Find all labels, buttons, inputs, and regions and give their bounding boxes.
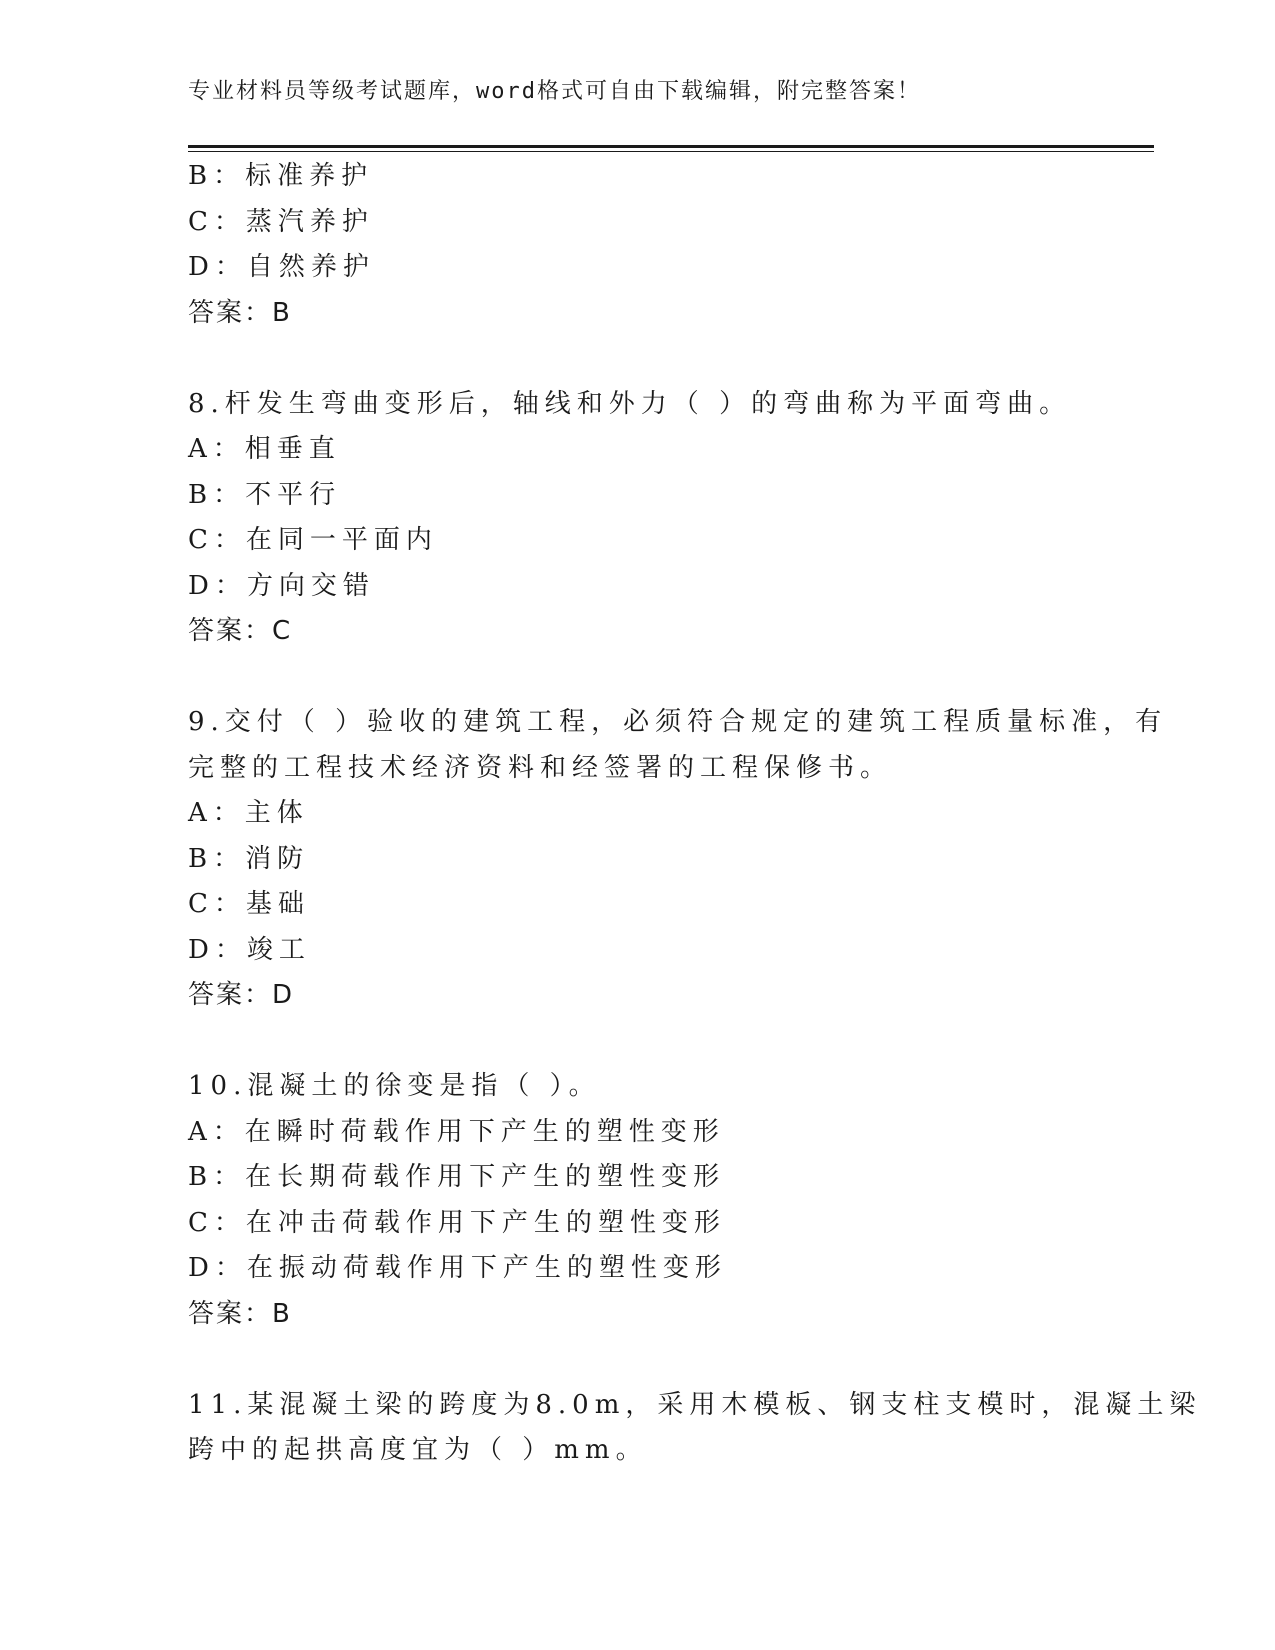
option-c: C：在同一平面内: [188, 525, 438, 555]
question-8: [188, 382, 1108, 655]
page-header: 专业材料员等级考试题库，word格式可自由下载编辑，附完整答案！: [188, 79, 921, 104]
question-10: [188, 1064, 1108, 1337]
question-11: [188, 1383, 1202, 1474]
answer: 答案：B: [188, 297, 292, 328]
question-stem-continued: 完整的工程技术经济资料和经签署的工程保修书。: [188, 752, 893, 783]
option-a: A：在瞬时荷载作用下产生的塑性变形: [188, 1116, 725, 1147]
question-partial: [188, 154, 1108, 336]
option-c: C：蒸汽养护: [188, 206, 374, 237]
question-stem: 10.混凝土的徐变是指（ ）。: [188, 1071, 601, 1101]
question-list: [188, 154, 1202, 1474]
header-divider-thick: [188, 145, 1154, 148]
option-b: B：消防: [188, 843, 310, 874]
answer: 答案：D: [188, 980, 295, 1010]
option-b: B：标准养护: [188, 161, 374, 191]
question-stem: 9.交付（ ）验收的建筑工程，必须符合规定的建筑工程质量标准，有: [188, 707, 1168, 737]
option-a: A：相垂直: [188, 434, 341, 464]
option-b: B：不平行: [188, 479, 342, 510]
option-d: D：自然养护: [188, 252, 375, 282]
option-d: D：方向交错: [188, 570, 375, 601]
question-stem-continued: 跨中的起拱高度宜为（ ）mm。: [188, 1435, 648, 1465]
option-c: C：在冲击荷载作用下产生的塑性变形: [188, 1207, 726, 1238]
question-stem: 8.杆发生弯曲变形后，轴线和外力（ ）的弯曲称为平面弯曲。: [188, 388, 1072, 419]
answer: 答案：C: [188, 616, 293, 646]
option-a: A：主体: [188, 798, 309, 828]
question-stem: 11.某混凝土梁的跨度为8.0m，采用木模板、钢支柱支模时，混凝土梁: [188, 1389, 1202, 1420]
option-b: B：在长期荷载作用下产生的塑性变形: [188, 1162, 726, 1192]
answer: 答案：B: [188, 1298, 292, 1329]
header-divider-thin: [188, 151, 1154, 152]
option-d: D：在振动荷载作用下产生的塑性变形: [188, 1253, 727, 1283]
option-c: C：基础: [188, 889, 310, 919]
question-9: [188, 700, 1168, 1019]
option-d: D：竣工: [188, 934, 311, 965]
